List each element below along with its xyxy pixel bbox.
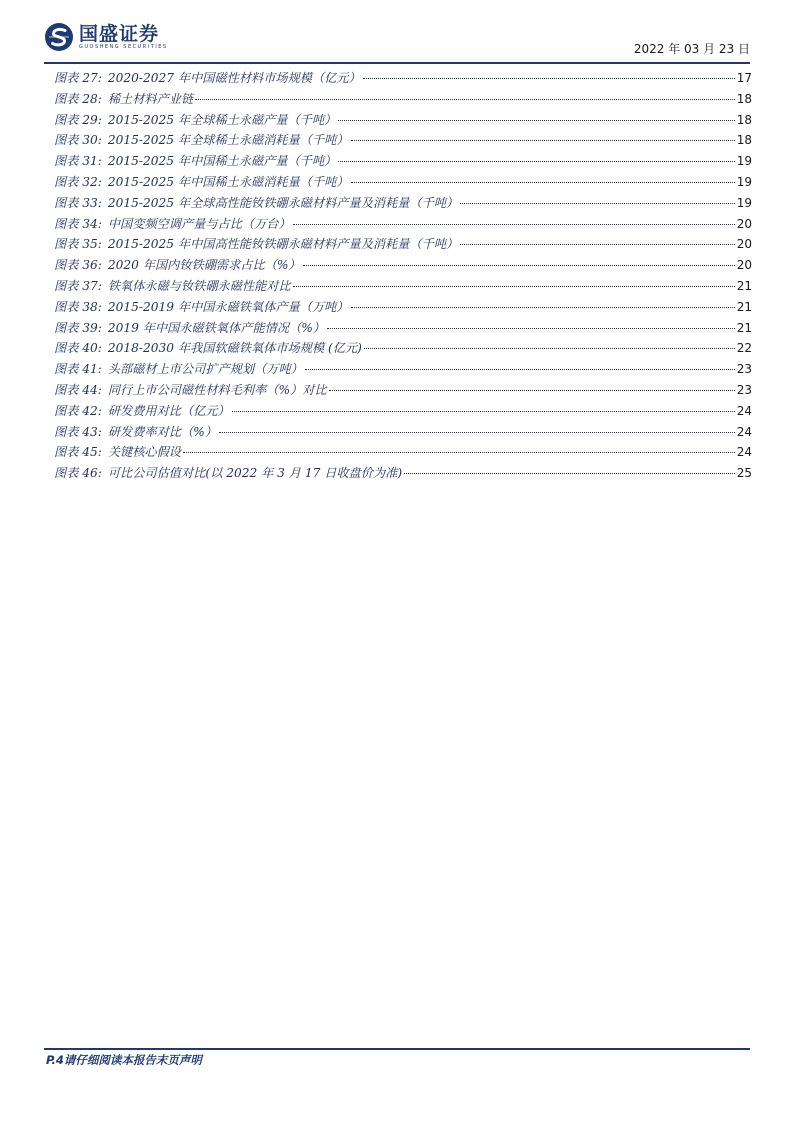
toc-entry-title: 研发费率对比（%） [107, 424, 217, 439]
toc-entry-page: 19 [736, 195, 752, 210]
toc-entry-page: 18 [736, 133, 752, 148]
toc-entry-title: 关键核心假设 [107, 445, 181, 460]
toc-entry-label: 图表 31: [54, 154, 102, 169]
toc-entry-page: 21 [736, 299, 752, 314]
toc-entry-label: 图表 32: [54, 174, 102, 189]
toc-entry-title: 可比公司估值对比(以 2022 年 3 月 17 日收盘价为准) [107, 466, 403, 481]
toc-entry-page: 24 [736, 403, 752, 418]
footer-divider [44, 1048, 750, 1050]
toc-entry[interactable] [54, 443, 752, 464]
toc-entry-title: 2015-2025 年中国稀土永磁消耗量（千吨） [107, 174, 349, 189]
toc-entry-label: 图表 27: [54, 71, 102, 85]
figure-index-list [54, 69, 752, 485]
toc-entry-label: 图表 30: [54, 133, 102, 148]
toc-entry-title: 铁氧体永磁与钕铁硼永磁性能对比 [107, 278, 291, 293]
toc-entry[interactable] [54, 235, 752, 256]
logo-mark-icon [44, 22, 74, 52]
toc-entry[interactable] [54, 131, 752, 152]
toc-entry-page: 24 [736, 424, 752, 439]
toc-entry-title: 2015-2025 年全球稀土永磁产量（千吨） [107, 112, 337, 127]
toc-entry-title: 2015-2025 年全球稀土永磁消耗量（千吨） [107, 133, 349, 148]
toc-entry[interactable] [54, 111, 752, 132]
footer-disclaimer: P.4请仔细阅读本报告末页声明 [46, 1053, 202, 1067]
toc-dot-leader [195, 99, 735, 100]
toc-dot-leader [364, 348, 735, 349]
toc-dot-leader [305, 369, 735, 370]
toc-entry-label: 图表 36: [54, 258, 102, 273]
toc-entry[interactable] [54, 152, 752, 173]
toc-entry-title: 2015-2025 年全球高性能钕铁硼永磁材料产量及消耗量（千吨） [107, 195, 459, 210]
toc-dot-leader [293, 286, 735, 287]
logo-english-name: GUOSHENG SECURITIES [79, 43, 168, 50]
toc-entry[interactable] [54, 402, 752, 423]
toc-dot-leader [303, 265, 735, 266]
toc-entry-page: 18 [736, 112, 752, 127]
toc-dot-leader [338, 120, 734, 121]
toc-dot-leader [329, 390, 735, 391]
toc-entry[interactable] [54, 194, 752, 215]
toc-entry-label: 图表 44: [54, 382, 102, 397]
toc-entry-label: 图表 41: [54, 362, 102, 377]
toc-entry-page: 18 [736, 91, 752, 106]
toc-entry[interactable] [54, 173, 752, 194]
toc-dot-leader [404, 473, 735, 474]
toc-dot-leader [351, 307, 735, 308]
toc-dot-leader [219, 432, 735, 433]
toc-entry-title: 2020 年国内钕铁硼需求占比（%） [107, 258, 301, 273]
toc-entry-label: 图表 35: [54, 237, 102, 252]
header-divider [44, 62, 750, 64]
toc-entry-page: 20 [736, 237, 752, 252]
toc-entry-page: 20 [736, 216, 752, 231]
page-header [44, 22, 750, 60]
toc-entry-label: 图表 46: [54, 466, 102, 481]
toc-entry-page: 19 [736, 154, 752, 169]
toc-entry-page: 21 [736, 320, 752, 335]
toc-entry-title: 研发费用对比（亿元） [107, 403, 230, 418]
toc-entry-title: 2020-2027 年中国磁性材料市场规模（亿元） [107, 71, 361, 85]
toc-entry[interactable] [54, 319, 752, 340]
toc-dot-leader [232, 411, 735, 412]
toc-entry-label: 图表 45: [54, 445, 102, 460]
toc-dot-leader [351, 182, 735, 183]
toc-entry-title: 头部磁材上市公司扩产规划（万吨） [107, 362, 303, 377]
toc-dot-leader [338, 161, 734, 162]
toc-entry-title: 2015-2019 年中国永磁铁氧体产量（万吨） [107, 299, 349, 314]
toc-entry-title: 2015-2025 年中国高性能钕铁硼永磁材料产量及消耗量（千吨） [107, 237, 459, 252]
toc-entry-label: 图表 42: [54, 403, 102, 418]
toc-entry-label: 图表 33: [54, 195, 102, 210]
toc-entry-page: 23 [736, 362, 752, 377]
toc-entry-page: 17 [736, 71, 752, 85]
toc-entry-label: 图表 40: [54, 341, 102, 356]
toc-entry-label: 图表 28: [54, 91, 102, 106]
toc-entry-title: 中国变频空调产量与占比（万台） [107, 216, 291, 231]
toc-dot-leader [351, 140, 735, 141]
toc-entry-page: 20 [736, 258, 752, 273]
toc-entry-label: 图表 37: [54, 278, 102, 293]
company-logo [44, 22, 168, 52]
toc-entry[interactable] [54, 339, 752, 360]
toc-dot-leader [183, 452, 735, 453]
toc-entry[interactable] [54, 298, 752, 319]
toc-entry-page: 21 [736, 278, 752, 293]
toc-dot-leader [293, 224, 735, 225]
toc-entry-title: 2015-2025 年中国稀土永磁产量（千吨） [107, 154, 337, 169]
toc-entry[interactable] [54, 256, 752, 277]
toc-entry-label: 图表 34: [54, 216, 102, 231]
toc-entry-page: 22 [736, 341, 752, 356]
toc-entry[interactable] [54, 277, 752, 298]
toc-entry-page: 25 [736, 466, 752, 481]
toc-entry[interactable] [54, 423, 752, 444]
toc-entry-label: 图表 29: [54, 112, 102, 127]
toc-entry-page: 24 [736, 445, 752, 460]
toc-entry[interactable] [54, 464, 752, 485]
report-date: 2022 年 03 月 23 日 [633, 42, 750, 56]
toc-entry[interactable] [54, 360, 752, 381]
toc-dot-leader [460, 203, 735, 204]
toc-dot-leader [460, 244, 735, 245]
toc-entry-page: 23 [736, 382, 752, 397]
toc-entry[interactable] [54, 215, 752, 236]
toc-dot-leader [327, 328, 735, 329]
toc-entry[interactable] [54, 381, 752, 402]
toc-entry-title: 同行上市公司磁性材料毛利率（%）对比 [107, 382, 327, 397]
toc-entry-title: 稀土材料产业链 [107, 91, 194, 106]
toc-dot-leader [363, 78, 735, 79]
toc-entry-page: 19 [736, 174, 752, 189]
toc-entry-title: 2018-2030 年我国软磁铁氧体市场规模 (亿元) [107, 341, 362, 356]
toc-entry-title: 2019 年中国永磁铁氧体产能情况（%） [107, 320, 325, 335]
toc-entry[interactable] [54, 69, 752, 90]
logo-chinese-name: 国盛证券 [79, 22, 160, 45]
toc-entry-label: 图表 38: [54, 299, 102, 314]
toc-entry-label: 图表 39: [54, 320, 102, 335]
toc-entry[interactable] [54, 90, 752, 111]
toc-entry-label: 图表 43: [54, 424, 102, 439]
